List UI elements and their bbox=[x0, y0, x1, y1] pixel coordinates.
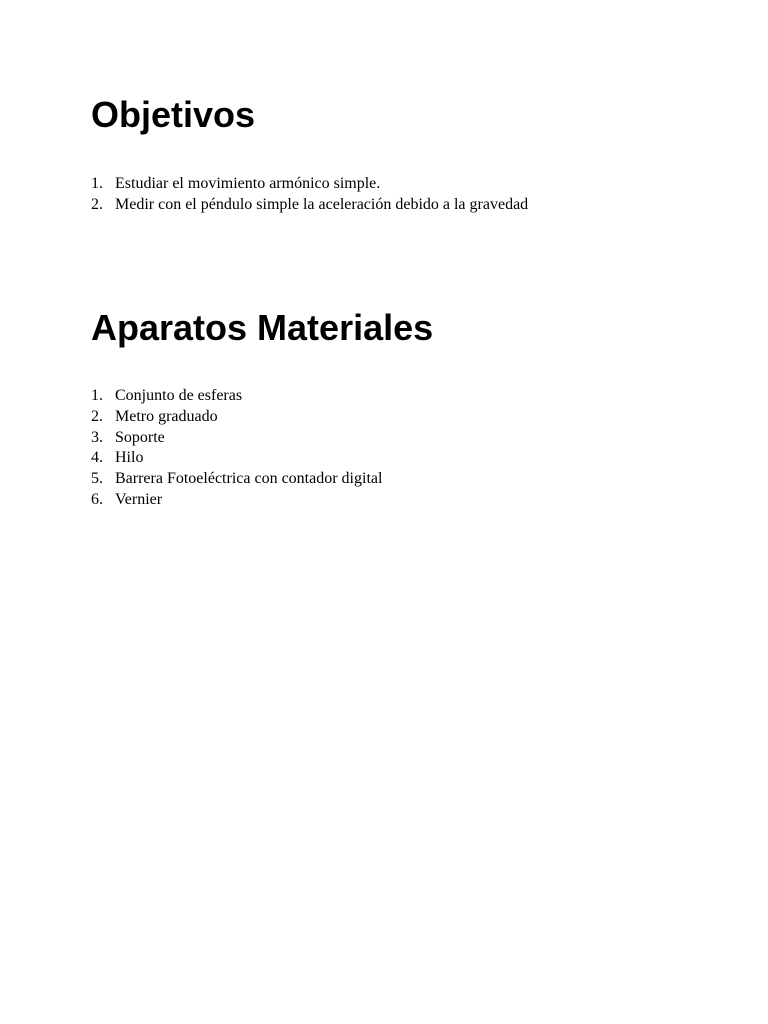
list-item bbox=[91, 490, 382, 511]
list-item-text: Soporte bbox=[115, 428, 165, 446]
list-item-text: Metro graduado bbox=[115, 407, 218, 425]
list-item bbox=[91, 469, 382, 490]
aparatos-materiales-heading: Aparatos Materiales bbox=[91, 307, 434, 348]
objetivos-list bbox=[91, 174, 528, 216]
aparatos-materiales-list bbox=[91, 386, 382, 511]
list-item-number: 3. bbox=[91, 428, 103, 446]
objetivos-heading: Objetivos bbox=[91, 94, 256, 135]
list-item-text: Medir con el péndulo simple la aceleración debido a la gravedad bbox=[115, 195, 529, 213]
list-item-text: Vernier bbox=[115, 490, 163, 508]
list-item-text: Barrera Fotoeléctrica con contador digital bbox=[115, 470, 383, 488]
list-item-number: 1. bbox=[91, 387, 103, 404]
list-item bbox=[91, 195, 528, 216]
list-item-number: 1. bbox=[91, 175, 103, 192]
list-item-text: Conjunto de esferas bbox=[115, 387, 243, 404]
list-item-text: Hilo bbox=[115, 449, 144, 467]
list-item-number: 2. bbox=[91, 195, 103, 213]
list-item bbox=[91, 407, 382, 428]
list-item bbox=[91, 448, 382, 469]
list-item-number: 5. bbox=[91, 470, 103, 488]
list-item-text: Estudiar el movimiento armónico simple. bbox=[115, 175, 381, 192]
list-item-number: 6. bbox=[91, 490, 103, 508]
list-item-number: 2. bbox=[91, 407, 103, 425]
list-item bbox=[91, 174, 528, 195]
list-item bbox=[91, 428, 382, 449]
list-item-number: 4. bbox=[91, 449, 103, 467]
list-item bbox=[91, 386, 382, 407]
